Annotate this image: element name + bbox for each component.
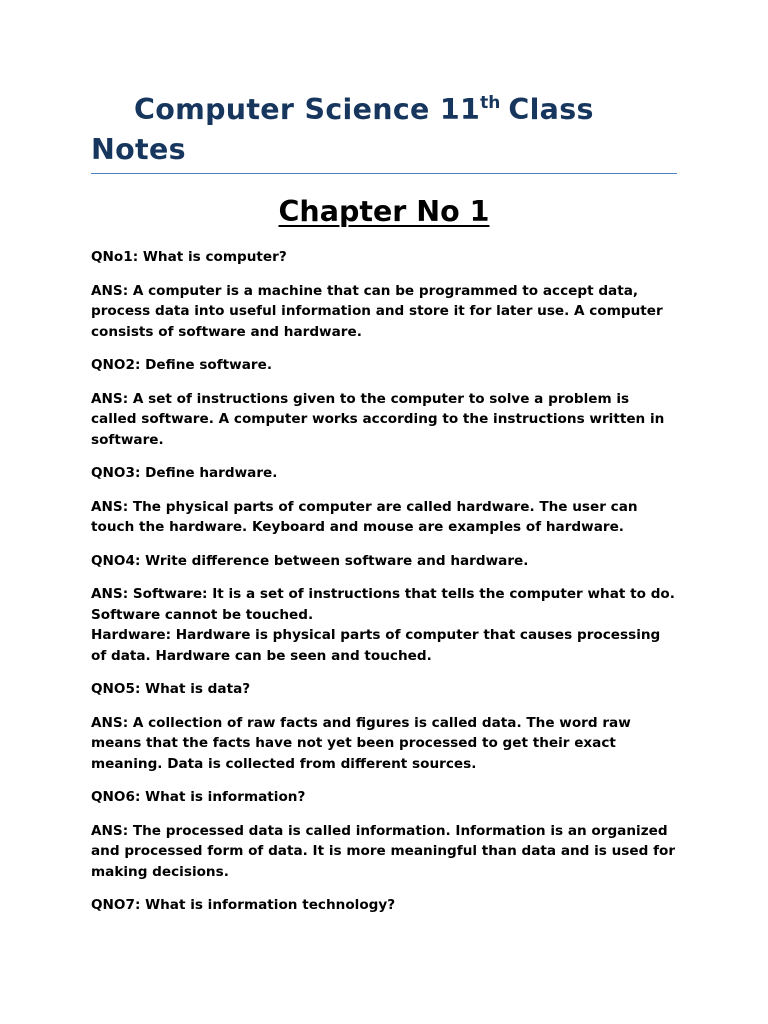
title-prefix: Computer Science 11 xyxy=(134,93,481,126)
question-paragraph: QNO7: What is information technology? xyxy=(91,897,396,913)
question-paragraph: QNo1: What is computer? xyxy=(91,249,287,265)
chapter-heading: Chapter No 1 xyxy=(278,195,490,228)
question-paragraph: QNO6: What is information? xyxy=(91,789,306,805)
answer-paragraph: ANS: A collection of raw facts and figures is called data. The word raw means that the facts have not yet been processed to get their exact meaning. Data is collected from different sources. xyxy=(91,714,631,772)
answer-paragraph: ANS: A computer is a machine that can be programmed to accept data, process data into useful information and store it for later use. A computer consists of software and hardware. xyxy=(91,282,663,340)
answer-paragraph: ANS: Software: It is a set of instructions that tells the computer what to do. Software cannot be touched. xyxy=(91,586,675,623)
document-title xyxy=(91,92,677,168)
answer-paragraph: Hardware: Hardware is physical parts of computer that causes processing of data. Hardware can be seen and touched. xyxy=(91,627,661,664)
question-paragraph: QNO4: Write difference between software and hardware. xyxy=(91,552,529,569)
answer-paragraph: ANS: A set of instructions given to the computer to solve a problem is called software. A computer works according to the instructions written in software. xyxy=(91,390,665,448)
question-paragraph: QNO3: Define hardware. xyxy=(91,465,278,481)
question-paragraph: QNO2: Define software. xyxy=(91,357,272,373)
document-page xyxy=(91,92,677,929)
answer-paragraph: ANS: The processed data is called information. Information is an organized and processed form of data. It is more meaningful than data and is used for making decisions. xyxy=(91,822,676,880)
question-paragraph: QNO5: What is data? xyxy=(91,681,251,697)
qa-list xyxy=(91,247,677,916)
answer-paragraph: ANS: The physical parts of computer are called hardware. The user can touch the hardware. Keyboard and mouse are examples of hardware. xyxy=(91,498,638,535)
title-superscript: th xyxy=(480,93,501,113)
title-suffix: Class Notes xyxy=(91,93,594,166)
title-divider xyxy=(91,173,677,174)
